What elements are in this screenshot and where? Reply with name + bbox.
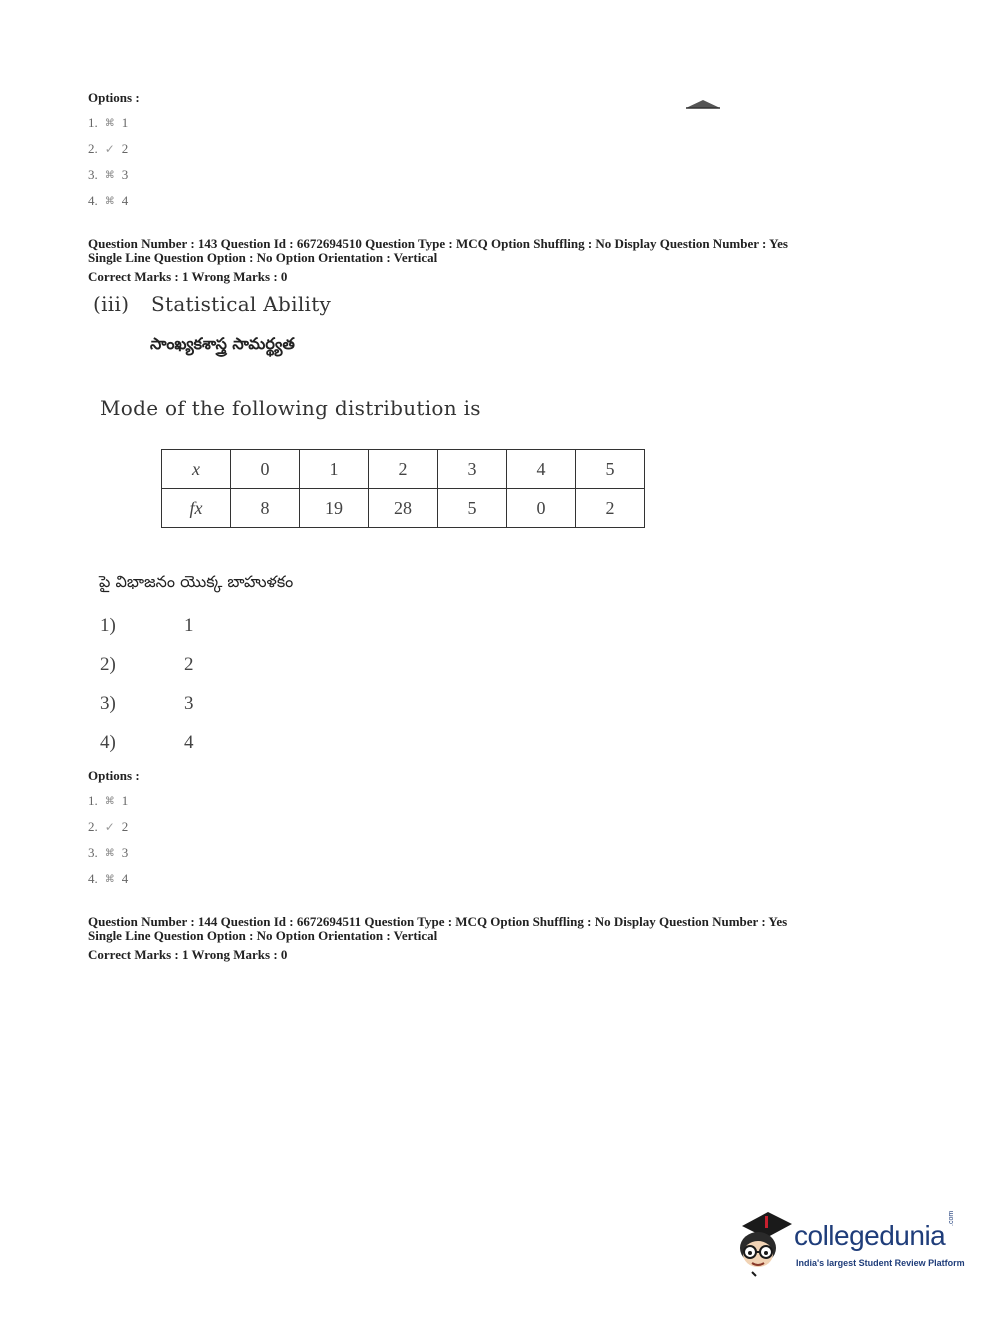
table-cell: 8 xyxy=(231,489,300,528)
option-number: 2. xyxy=(88,819,98,834)
question-marks: Correct Marks : 1 Wrong Marks : 0 xyxy=(88,269,288,284)
question-meta-line2: Single Line Question Option : No Option Orientation : Vertical xyxy=(88,250,438,265)
answer-number: 3) xyxy=(100,693,116,714)
option-number: 3. xyxy=(88,845,98,860)
wrong-mark-icon: ⌘ xyxy=(104,195,115,207)
option-item[interactable] xyxy=(88,866,128,892)
table-cell: 0 xyxy=(507,489,576,528)
wrong-mark-icon: ⌘ xyxy=(104,795,115,807)
option-value: 4 xyxy=(121,193,129,208)
answer-number: 2) xyxy=(100,654,116,675)
wrong-mark-icon: ⌘ xyxy=(104,169,115,181)
answer-choice xyxy=(100,654,194,676)
options-list xyxy=(88,110,128,214)
question-marks: Correct Marks : 1 Wrong Marks : 0 xyxy=(88,947,288,962)
question-text-telugu: పై విభాజనం యొక్క బాహుళకం xyxy=(99,572,294,591)
options-list xyxy=(88,788,128,892)
answer-value: 4 xyxy=(184,732,194,753)
answer-value: 3 xyxy=(184,693,194,714)
distribution-table xyxy=(161,449,645,528)
options-heading: Options : xyxy=(88,768,140,783)
option-value: 2 xyxy=(121,819,129,834)
option-item[interactable] xyxy=(88,136,128,162)
options-heading: Options : xyxy=(88,90,140,105)
option-number: 2. xyxy=(88,141,98,156)
option-value: 2 xyxy=(121,141,129,156)
option-item[interactable] xyxy=(88,788,128,814)
option-number: 4. xyxy=(88,193,98,208)
scroll-up-icon[interactable] xyxy=(686,96,720,106)
option-value: 3 xyxy=(121,845,129,860)
wrong-mark-icon: ⌘ xyxy=(104,847,115,859)
answer-choice xyxy=(100,693,194,715)
question-meta-line1: Question Number : 144 Question Id : 6672694511 Question Type : MCQ Option Shuffling : No Display Question Number : Yes xyxy=(88,914,788,929)
check-icon: ✓ xyxy=(104,819,115,834)
table-cell: 3 xyxy=(438,450,507,489)
brand-tld: .com xyxy=(948,1210,955,1226)
option-number: 3. xyxy=(88,167,98,182)
table-cell: 5 xyxy=(576,450,645,489)
table-header-x: x xyxy=(162,450,231,489)
table-cell: 28 xyxy=(369,489,438,528)
wrong-mark-icon: ⌘ xyxy=(104,873,115,885)
option-value: 4 xyxy=(121,871,129,886)
question-meta-line1: Question Number : 143 Question Id : 6672694510 Question Type : MCQ Option Shuffling : No Display Question Number : Yes xyxy=(88,236,788,251)
table-cell: 4 xyxy=(507,450,576,489)
question-text: Mode of the following distribution is xyxy=(100,396,481,420)
check-icon: ✓ xyxy=(104,141,115,156)
answer-value: 1 xyxy=(184,615,194,636)
table-cell: 2 xyxy=(576,489,645,528)
table-row xyxy=(162,489,645,528)
table-cell: 1 xyxy=(300,450,369,489)
table-cell: 19 xyxy=(300,489,369,528)
collegedunia-logo[interactable] xyxy=(734,1208,964,1282)
option-item[interactable] xyxy=(88,840,128,866)
answer-choice xyxy=(100,732,194,754)
answer-number: 1) xyxy=(100,615,116,636)
table-cell: 5 xyxy=(438,489,507,528)
option-item[interactable] xyxy=(88,814,128,840)
answer-choice xyxy=(100,615,194,637)
brand-name: collegedunia xyxy=(794,1220,946,1251)
table-cell: 0 xyxy=(231,450,300,489)
section-number: (iii) xyxy=(93,292,130,316)
option-value: 1 xyxy=(121,793,129,808)
question-meta-line2: Single Line Question Option : No Option Orientation : Vertical xyxy=(88,928,438,943)
section-title-telugu: సాంఖ్యకశాస్త్ర సామర్థ్యత xyxy=(150,334,295,353)
option-item[interactable] xyxy=(88,110,128,136)
section-title: Statistical Ability xyxy=(151,292,332,316)
option-item[interactable] xyxy=(88,162,128,188)
option-value: 1 xyxy=(121,115,129,130)
table-header-fx: fx xyxy=(162,489,231,528)
option-number: 1. xyxy=(88,115,98,130)
option-number: 1. xyxy=(88,793,98,808)
option-number: 4. xyxy=(88,871,98,886)
brand-tagline: India's largest Student Review Platform xyxy=(796,1258,965,1268)
table-row xyxy=(162,450,645,489)
table-cell: 2 xyxy=(369,450,438,489)
option-item[interactable] xyxy=(88,188,128,214)
mascot-logo-icon xyxy=(734,1208,794,1280)
answer-value: 2 xyxy=(184,654,194,675)
option-value: 3 xyxy=(121,167,129,182)
wrong-mark-icon: ⌘ xyxy=(104,117,115,129)
answer-number: 4) xyxy=(100,732,116,753)
